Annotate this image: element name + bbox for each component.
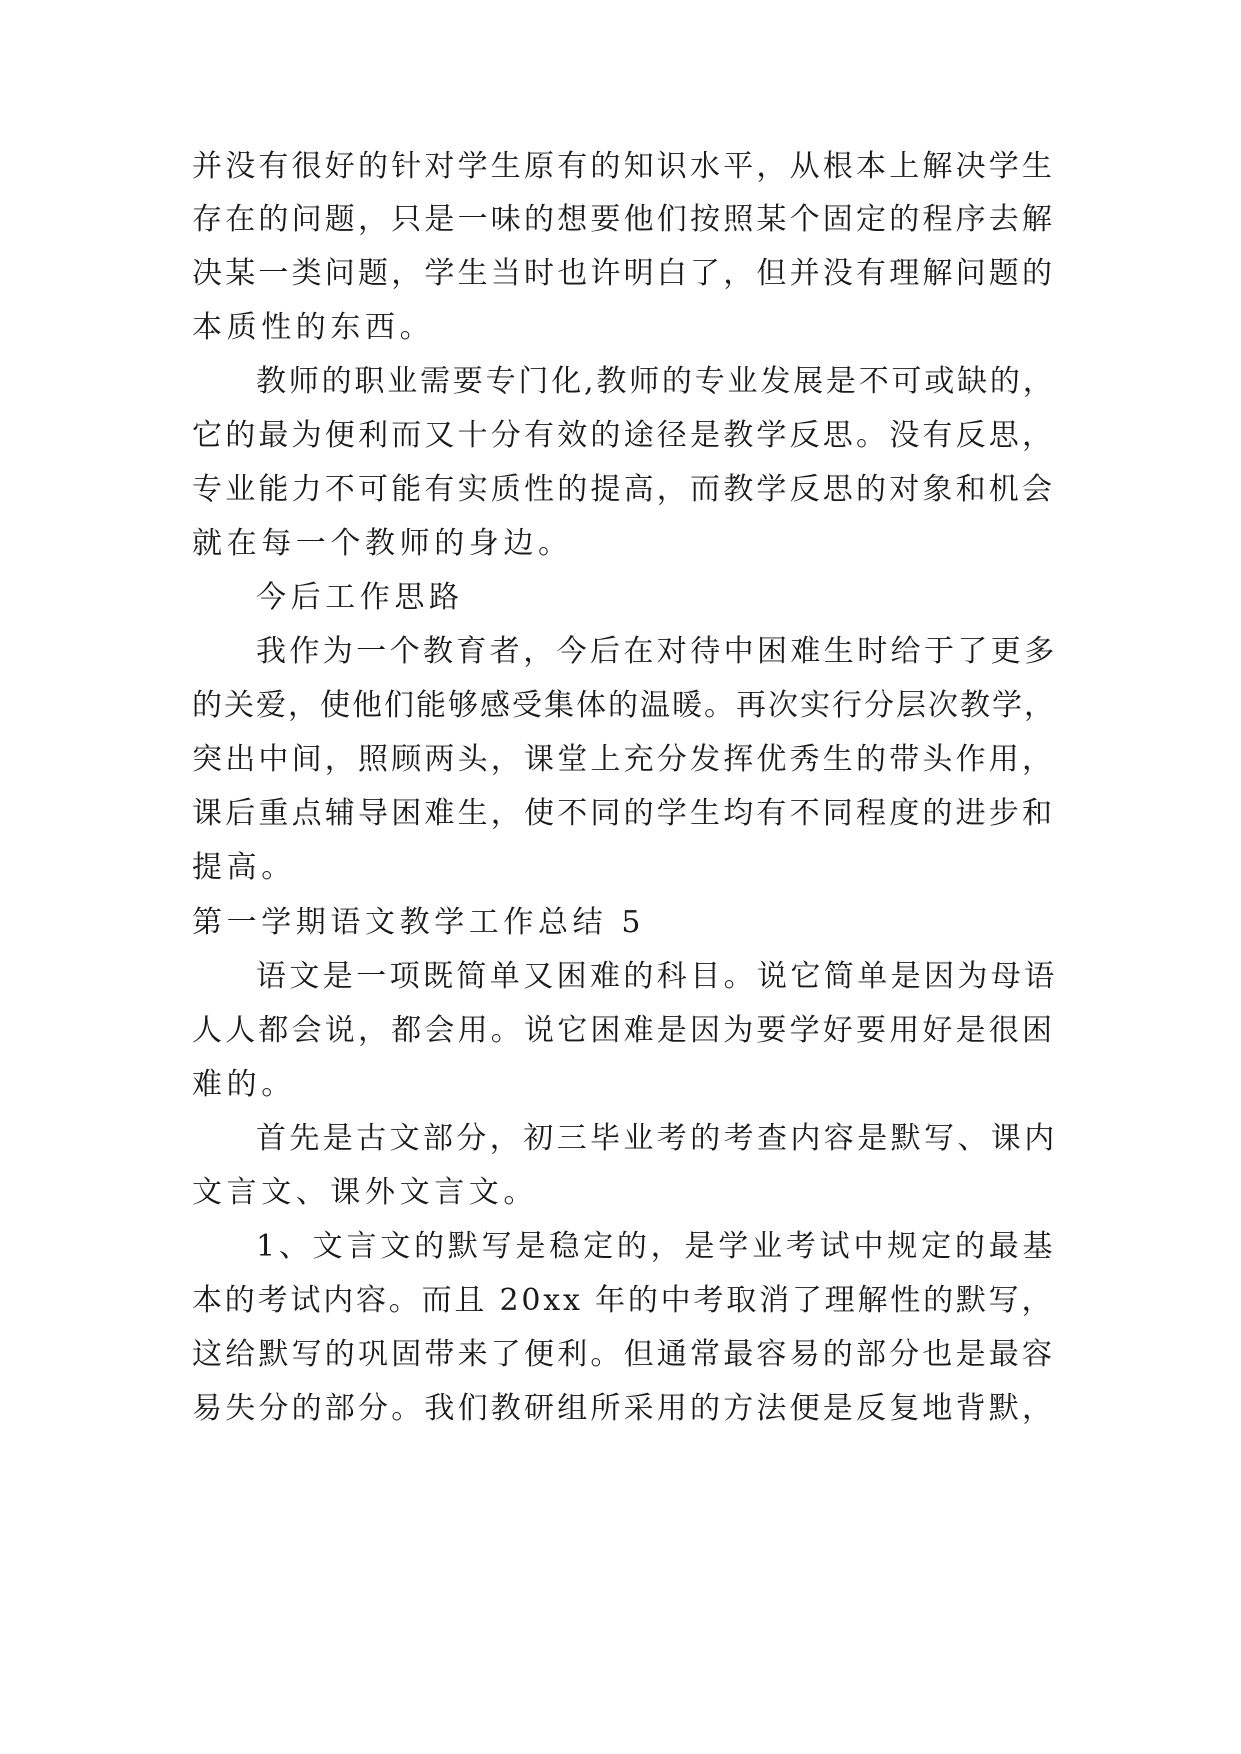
text-line: 存在的问题，只是一味的想要他们按照某个固定的程序去解 <box>192 202 1056 237</box>
text-line: 我作为一个教育者，今后在对待中困难生时给于了更多 <box>256 634 1058 669</box>
text-line: 课后重点辅导困难生，使不同的学生均有不同程度的进步和 <box>192 796 1056 831</box>
text-line: 1、文言文的默写是稳定的，是学业考试中规定的最基 <box>256 1229 1057 1264</box>
text-line: 人人都会说，都会用。说它困难是因为要学好要用好是很困 <box>192 1013 1056 1048</box>
text-line: 语文是一项既简单又困难的科目。说它简单是因为母语 <box>256 959 1058 994</box>
text-line: 这给默写的巩固带来了便利。但通常最容易的部分也是最容 <box>192 1337 1056 1372</box>
text-line: 文言文、课外文言文。 <box>192 1175 538 1210</box>
text-line: 本的考试内容。而且 20xx 年的中考取消了理解性的默写， <box>192 1283 1055 1318</box>
text-line: 教师的职业需要专门化,教师的专业发展是不可或缺的， <box>256 364 1056 399</box>
text-line: 难的。 <box>192 1067 296 1102</box>
document-page <box>192 0 1058 1754</box>
text-line: 易失分的部分。我们教研组所采用的方法便是反复地背默， <box>192 1391 1056 1426</box>
document-title: 第一学期语文教学工作总结 5 <box>192 905 646 940</box>
text-line: 的关爱，使他们能够感受集体的温暖。再次实行分层次教学， <box>192 688 1056 723</box>
text-line: 就在每一个教师的身边。 <box>192 526 573 561</box>
text-line: 它的最为便利而又十分有效的途径是教学反思。没有反思， <box>192 418 1056 453</box>
text-line: 专业能力不可能有实质性的提高，而教学反思的对象和机会 <box>192 472 1056 507</box>
text-line: 首先是古文部分，初三毕业考的考查内容是默写、课内 <box>256 1121 1058 1156</box>
text-line: 决某一类问题，学生当时也许明白了，但并没有理解问题的 <box>192 256 1056 291</box>
text-line: 本质性的东西。 <box>192 310 435 345</box>
text-line: 提高。 <box>192 850 296 885</box>
section-heading: 今后工作思路 <box>256 580 464 615</box>
text-line: 突出中间，照顾两头，课堂上充分发挥优秀生的带头作用， <box>192 742 1056 777</box>
text-line: 并没有很好的针对学生原有的知识水平，从根本上解决学生 <box>192 149 1056 184</box>
